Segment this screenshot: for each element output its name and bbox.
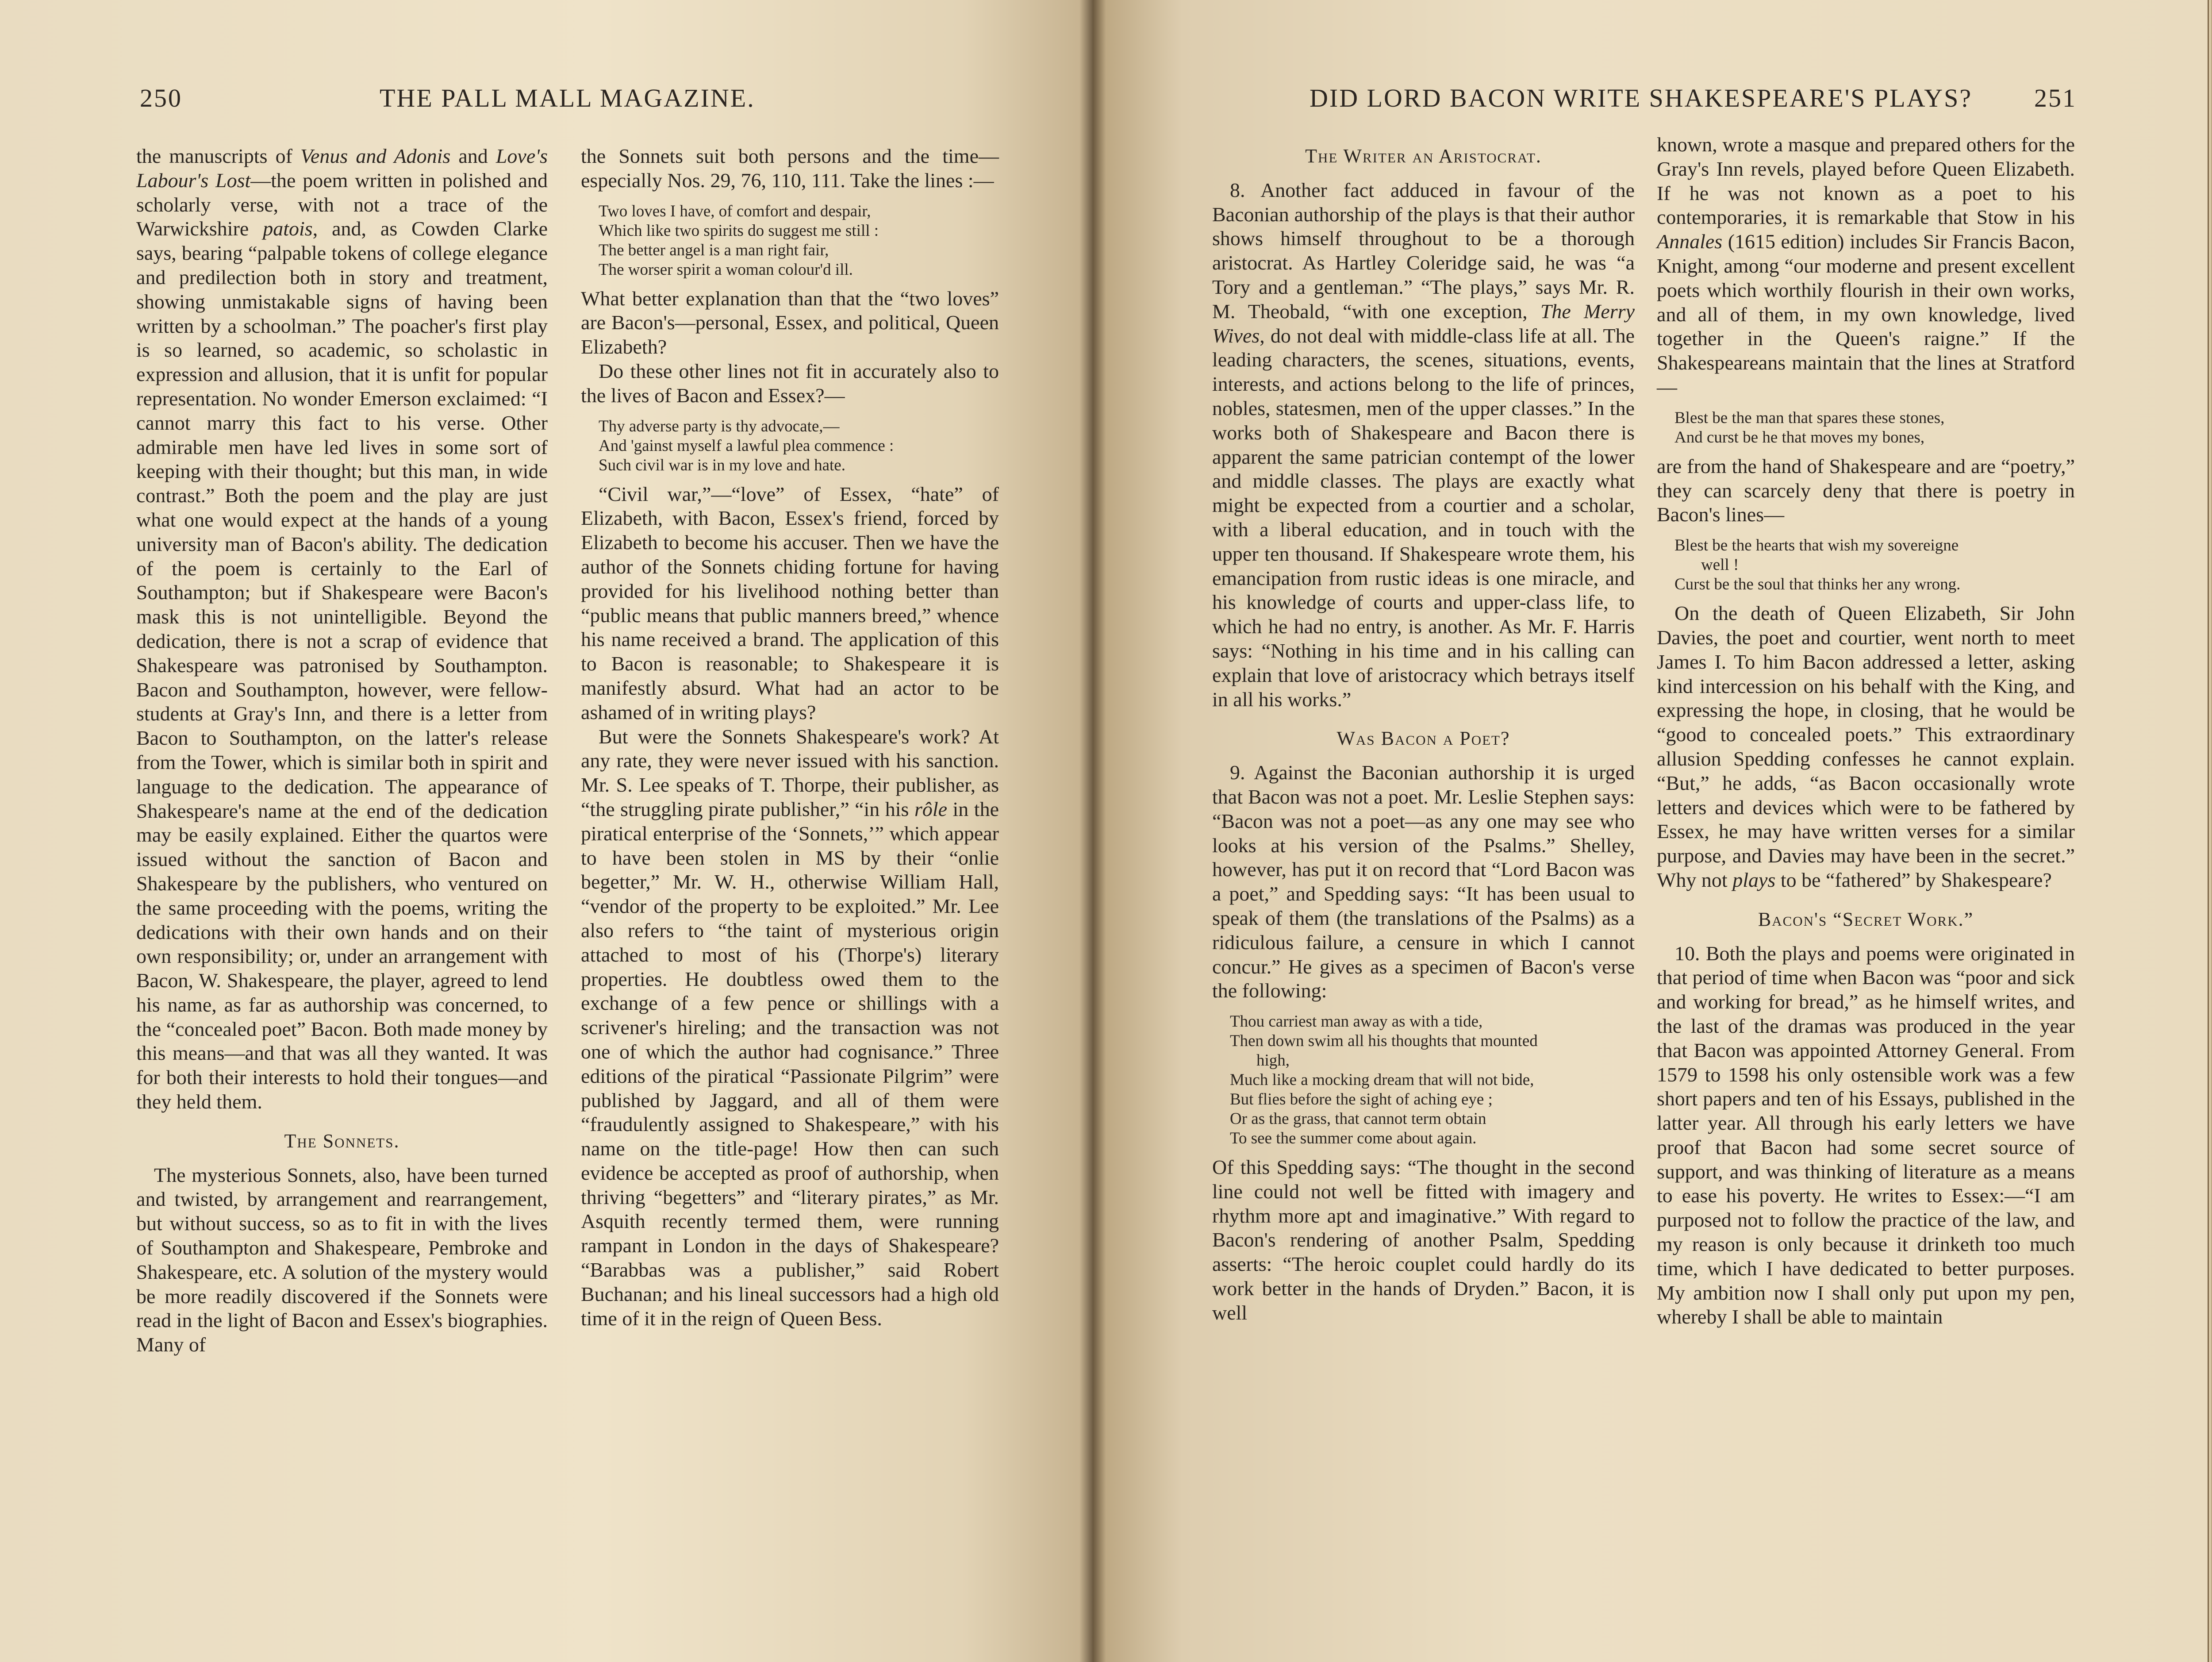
- left-column-2: [581, 144, 999, 1331]
- right-page: [1093, 0, 2208, 1662]
- verse-line: Two loves I have, of comfort and despair,: [599, 202, 871, 220]
- left-page: [0, 0, 1093, 1662]
- verse-line: high,: [1256, 1051, 1290, 1070]
- section-heading: Bacon's “Secret Work.”: [1758, 908, 1974, 930]
- verse-line: Which like two spirits do suggest me still :: [599, 221, 879, 240]
- running-head-left: THE PALL MALL MAGAZINE.: [380, 84, 755, 112]
- verse-line: Thou carriest man away as with a tide,: [1230, 1012, 1483, 1031]
- verse-line: Blest be the hearts that wish my sovereigne: [1674, 536, 1959, 555]
- paragraph: the manuscripts of Venus and Adonis and Love's Labour's Lost—the poem written in polished and scholarly verse, with not a trace of the Warwickshire patois, and, as Cowden Clarke says, bearing “palpable tokens of college elegance and predilection both in story and treatment, showing unmistakable signs of having been written by a schoolman.” The poacher's first play is so learned, so academic, so scholastic in expression and allusion, that it is unfit for popular representation. No wonder Emerson exclaimed: “I cannot marry this fact to his verse. Other admirable men have led lives in some sort of keeping with their thought; but this man, in wide contrast.” Both the poem and the play are just what one would expect at the hands of a young university man of Bacon's ability. The dedication of the poem is certainly to the Earl of Southampton; but if Shakespeare were Bacon's mask this is not unintelligible. Beyond the dedication, there is not a scrap of evidence that Shakespeare was patronised by Southampton. Bacon and Southampton, however, were fellow-students at Gray's Inn, and there is a letter from Bacon to Southampton, on the latter's release from the Tower, which is similar both in spirit and language to the dedication. The appearance of Shakespeare's name at the end of the dedication may be easily explained. Either the quartos were issued without the sanction of Bacon and Shakespeare by the publishers, who ventured on the same proceeding with the poems, writing the dedications with their own hands and on their own responsibility; or, under an arrangement with Bacon, W. Shakespeare, the player, agreed to lend his name, as far as authorship was concerned, to the “concealed poet” Bacon. Both made money by this means—and that was all they wanted. It was for both their interests to hold their tongues—and they held them.: [136, 145, 548, 1113]
- verse-line: The worser spirit a woman colour'd ill.: [599, 260, 853, 279]
- page-number-right: 251: [2034, 84, 2077, 112]
- paragraph: known, wrote a masque and prepared others for the Gray's Inn revels, played before Queen Elizabeth. If he was not known as a poet to his contemporaries, it is remarkable that Stow in his Annales (1615 edition) includes Sir Francis Bacon, Knight, among “our moderne and present excellent poets which worthily flourish in their own works, and all of them, in my own knowledge, lived together in the Queen's raigne.” If the Shakespeareans maintain that the lines at Stratford—: [1657, 133, 2075, 398]
- verse-line: To see the summer come about again.: [1230, 1129, 1477, 1148]
- verse-quote: [599, 417, 999, 475]
- paragraph: are from the hand of Shakespeare and are “poetry,” they can scarcely deny that there is poetry in Bacon's lines—: [1657, 454, 2075, 526]
- verse-line: Then down swim all his thoughts that mounted: [1230, 1032, 1538, 1050]
- verse-line: Or as the grass, that cannot term obtain: [1230, 1110, 1486, 1128]
- section-heading: The Writer an Aristocrat.: [1305, 145, 1542, 167]
- italic-title: plays: [1732, 868, 1776, 891]
- verse-line: Thy adverse party is thy advocate,—: [599, 417, 840, 435]
- paragraph: “Civil war,”—“love” of Essex, “hate” of Elizabeth, with Bacon, Essex's friend, forced by Elizabeth to become his accuser. Then we have the author of the Sonnets chiding fortune for having provided for his livelihood nothing better than “public means that public manners breed,” whence his name received a brand. The application of this to Bacon is reasonable; to Shakespeare it is manifestly absurd. What had an actor to be ashamed of in writing plays?: [581, 482, 999, 723]
- paragraph: What better explanation than that the “two loves” are Bacon's—personal, Essex, and political, Queen Elizabeth?: [581, 287, 999, 358]
- running-head-right: DID LORD BACON WRITE SHAKESPEARE'S PLAYS?: [1310, 84, 1973, 112]
- paragraph: the Sonnets suit both persons and the time—especially Nos. 29, 76, 110, 111. Take the lines :—: [581, 145, 999, 192]
- italic-title: Love's Labour's Lost: [136, 145, 548, 192]
- paragraph: On the death of Queen Elizabeth, Sir John Davies, the poet and courtier, went north to meet James I. To him Bacon addressed a letter, asking kind intercession on his behalf with the King, and expressing the hope, in closing, that he would be “good to concealed poets.” This extraordinary allusion Spedding confesses he cannot explain. “But,” he adds, “as Bacon occasionally wrote letters and devices which were to be fathered by Essex, he may have written verses for a similar purpose, and Davies may have been in the secret.” Why not plays to be “fathered” by Shakespeare?: [1657, 602, 2075, 891]
- verse-line: Blest be the man that spares these stones,: [1674, 408, 1945, 427]
- verse-quote: [1674, 408, 2075, 447]
- verse-line: The better angel is a man right fair,: [599, 241, 829, 259]
- verse-line: But flies before the sight of aching eye ;: [1230, 1090, 1493, 1109]
- paragraph: 9. Against the Baconian authorship it is urged that Bacon was not a poet. Mr. Leslie Stephen says: “Bacon was not a poet—as any one may see who looks at his version of the Psalms.” Shelley, however, has put it on record that “Lord Bacon was a poet,” and Spedding says: “It has been usual to speak of them (the translations of the Psalms) as a ridiculous failure, a censure in which I cannot concur.” He gives as a specimen of Bacon's verse the following:: [1212, 761, 1635, 1002]
- paragraph: The mysterious Sonnets, also, have been turned and twisted, by arrangement and rearrangement, but without success, so as to fit in with the lives of Southampton and Shakespeare, Pembroke and Shakespeare, etc. A solution of the mystery would be more readily discovered if the Sonnets were read in the light of Bacon and Essex's biographies. Many of: [136, 1163, 548, 1356]
- verse-quote: [599, 202, 999, 280]
- paragraph: But were the Sonnets Shakespeare's work? At any rate, they were never issued with his sanction. Mr. S. Lee speaks of T. Thorpe, their publisher, as “the struggling pirate publisher,” “in his rôle in the piratical enterprise of the ‘Sonnets,’” which appear to have been stolen in MS by their “onlie begetter,” Mr. W. H., otherwise William Hall, “vendor of the property to be exploited.” Mr. Lee also refers to “the taint of mysterious origin attached to most of his (Thorpe's) literary properties. He doubtless owed them to the exchange of a few pence or shillings with a scrivener's hireling; and the transaction was not one of which the author had cognisance.” Three editions of the piratical “Passionate Pilgrim” were published by Jaggard, and all of them were “fraudulently assigned to Shakespeare,” with his name on the title-page! How then can such evidence be accepted as proof of authorship, when thriving “begetters” and “literary pirates,” as Mr. Asquith recently termed them, were running rampant in London in the days of Shakespeare? “Barabbas was a publisher,” said Robert Buchanan; and his lineal successors had a high old time of it in the reign of Queen Bess.: [581, 725, 999, 1330]
- verse-line: well !: [1701, 556, 1739, 574]
- italic-title: patois: [263, 217, 313, 240]
- section-heading: Was Bacon a Poet?: [1336, 727, 1510, 750]
- paragraph: Do these other lines not fit in accurately also to the lives of Bacon and Essex?—: [581, 359, 999, 407]
- paragraph: 10. Both the plays and poems were originated in that period of time when Bacon was “poor and sick and working for bread,” as he himself writes, and the last of the dramas was produced in the year that Bacon was appointed Attorney General. From 1579 to 1598 his only ostensible work was a few short papers and ten of his Essays, published in the latter year. All through his early letters we have proof that Bacon had some secret source of support, and was thinking of literature as a means to ease his poverty. He writes to Essex:—“I am purposed not to follow the practice of the law, and my reason is only because it drinketh too much time, which I have dedicated to better purposes. My ambition now I shall only put upon my pen, whereby I shall be able to maintain: [1657, 942, 2075, 1328]
- paragraph: Of this Spedding says: “The thought in the second line could not well be fitted with imagery and rhythm more apt and imaginative.” With regard to Bacon's rendering of another Psalm, Spedding asserts: “The heroic couplet could hardly do its work better in the hands of Dryden.” Bacon, it is well: [1212, 1156, 1635, 1324]
- verse-quote: [1674, 536, 2075, 594]
- italic-title: rôle: [914, 797, 948, 820]
- italic-title: Venus and Adonis: [300, 145, 451, 167]
- page-number-left: 250: [140, 84, 182, 112]
- verse-line: Much like a mocking dream that will not bide,: [1230, 1071, 1534, 1089]
- verse-line: Such civil war is in my love and hate.: [599, 456, 845, 474]
- verse-line: Curst be the soul that thinks her any wrong.: [1674, 575, 1961, 594]
- section-heading: The Sonnets.: [284, 1130, 400, 1152]
- right-column-1: [1212, 142, 1635, 1325]
- book-gutter: [1079, 0, 1106, 1662]
- paragraph: 8. Another fact adduced in favour of the Baconian authorship of the plays is that their author shows himself throughout to be a thorough aristocrat. As Hartley Coleridge said, he was “a Tory and a gentleman.” “The plays,” says Mr. R. M. Theobald, “with one exception, The Merry Wives, do not deal with middle-class life at all. The leading characters, the scenes, situations, events, interests, and actions belong to the life of princes, nobles, statesmen, men of the upper classes.” In the works both of Shakespeare and Bacon there is apparent the same patrician contempt of the lower and middle classes. The plays are exactly what might be expected from a courtier and a scholar, with a liberal education, and in touch with the upper ten thousand. If Shakespeare wrote them, his emancipation from rustic ideas is one miracle, and his knowledge of courts and upper-class life, to which he had no entry, is another. As Mr. F. Harris says: “Nothing in his time and in his calling can explain that love of aristocracy which betrays itself in all his works.”: [1212, 178, 1635, 711]
- italic-title: Annales: [1657, 230, 1723, 253]
- verse-quote: [1230, 1012, 1635, 1148]
- left-column-1: [136, 144, 548, 1357]
- right-column-2: [1657, 133, 2075, 1329]
- verse-line: And curst be he that moves my bones,: [1674, 428, 1925, 446]
- italic-title: The Merry Wives: [1212, 300, 1635, 347]
- verse-line: And 'gainst myself a lawful plea commence :: [599, 436, 894, 455]
- book-page-edges: [2208, 0, 2212, 1662]
